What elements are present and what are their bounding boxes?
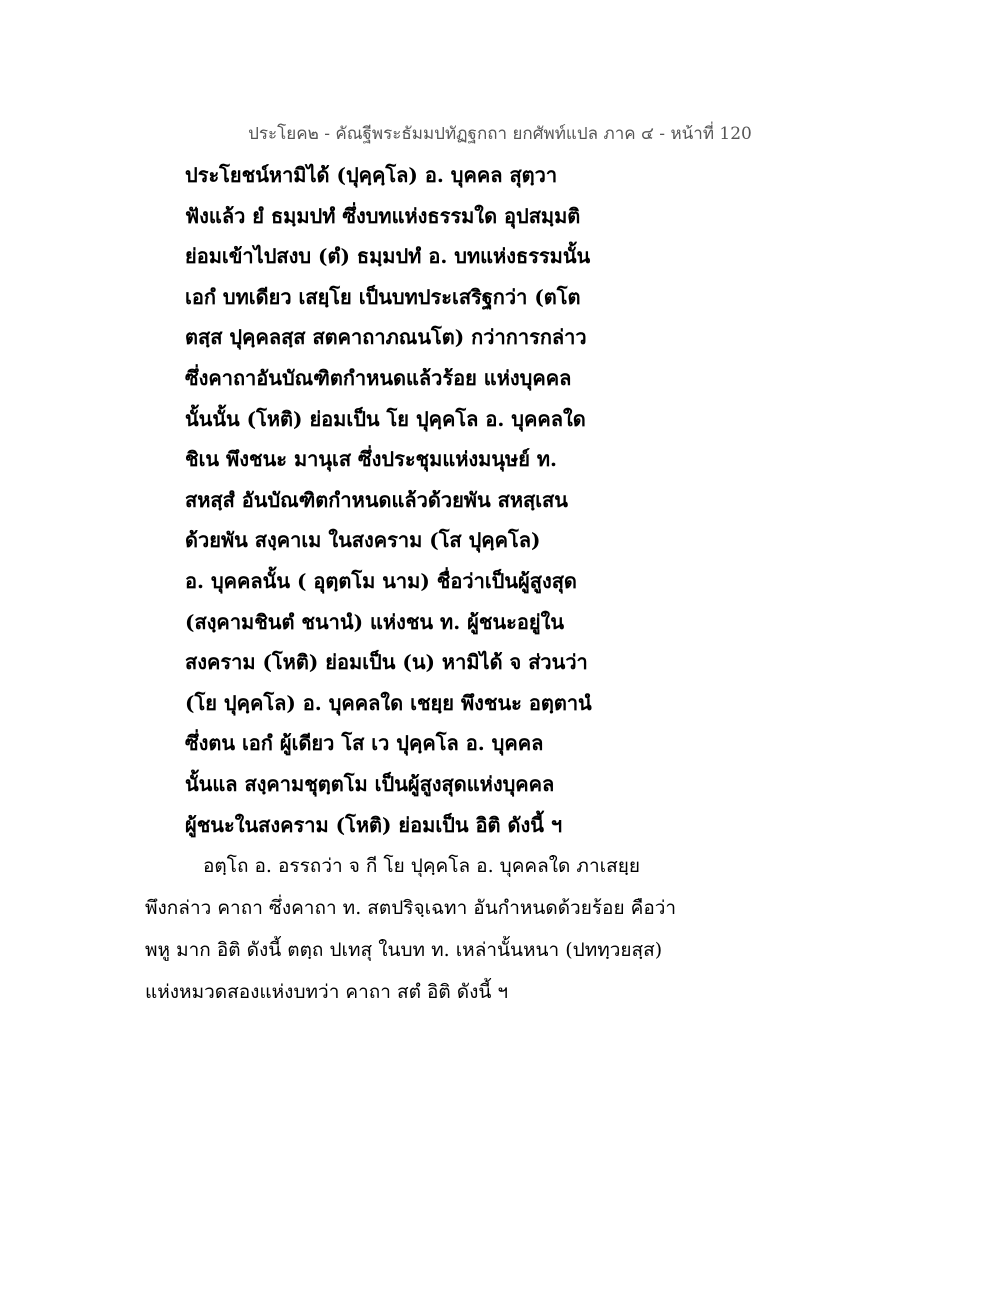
text-line: ย่อมเข้าไปสงบ (ตํ) ธมฺมปทํ อ. บทแห่งธรรมนั้น [185,244,591,269]
text-line: อ. บุคคลนั้น ( อุตฺตโม นาม) ชื่อว่าเป็นผู้สูงสุด [185,568,577,593]
text-line: (โย ปุคฺคโล) อ. บุคคลใด เชยฺย พึงชนะ อตฺตานํ [185,690,592,715]
text-line: ซึ่งคาถาอันบัณฑิตกำหนดแล้วร้อย แห่งบุคคล [185,365,572,390]
commentary-paragraph [0,845,1000,1013]
text-line: พึงกล่าว คาถา ซึ่งคาถา ท. สตปริจฺเฉทา อันกำหนดด้วยร้อย คือว่า [145,897,677,919]
text-line: นั้นนั้น (โหติ) ย่อมเป็น โย ปุคฺคโล อ. บุคคลใด [185,406,586,431]
text-line: สงคราม (โหติ) ย่อมเป็น (น) หามิได้ จ ส่วนว่า [185,650,588,675]
text-line: เอกํ บทเดียว เสยฺโย เป็นบทประเสริฐกว่า (ตโต [185,284,581,309]
running-header: ประโยค๒ - คัณฐีพระธัมมปทัฏฐกถา ยกศัพท์แปล ภาค ๔ - หน้าที่ 120 [248,124,752,144]
text-line: สหสฺสํ อันบัณฑิตกำหนดแล้วด้วยพัน สหสฺเสน [185,487,568,512]
text-line: ประโยชน์หามิได้ (ปุคฺคฺโล) อ. บุคคล สุตฺวา [185,163,558,187]
text-line: ด้วยพัน สงฺคาเม ในสงคราม (โส ปุคฺคโล) [185,528,541,553]
text-line: ซึ่งตน เอกํ ผู้เดียว โส เว ปุคฺคโล อ. บุคคล [185,731,544,756]
text-line: แห่งหมวดสองแห่งบทว่า คาถา สตํ อิติ ดังนี้ ฯ [145,981,509,1003]
text-line: พหู มาก อิติ ดังนี้ ตตฺถ ปเทสุ ในบท ท. เหล่านั้นหนา (ปททฺวยสฺส) [145,939,663,961]
text-line: นั้นแล สงฺคามชุตฺตโม เป็นผู้สูงสุดแห่งบุคคล [185,771,555,796]
text-line: ฟังแล้ว ยํ ธมฺมปทํ ซึ่งบทแห่งธรรมใด อุปสมฺมติ [185,203,581,228]
text-line: ชิเน พึงชนะ มานุเส ซึ่งประชุมแห่งมนุษย์ ท. [185,447,558,472]
text-line: (สงฺคามชินตํ ชนานํ) แห่งชน ท. ผู้ชนะอยู่ใน [185,609,565,634]
text-line: ตสฺส ปุคฺคลสฺส สตคาถาภณนโต) กว่าการกล่าว [185,325,587,350]
text-line: ผู้ชนะในสงคราม (โหติ) ย่อมเป็น อิติ ดังนี้ ฯ [185,812,563,837]
text-line: อตฺโถ อ. อรรถว่า จ กี โย ปุคฺคโล อ. บุคคลใด ภาเสยฺย [203,855,640,877]
bold-paragraph [185,155,805,845]
